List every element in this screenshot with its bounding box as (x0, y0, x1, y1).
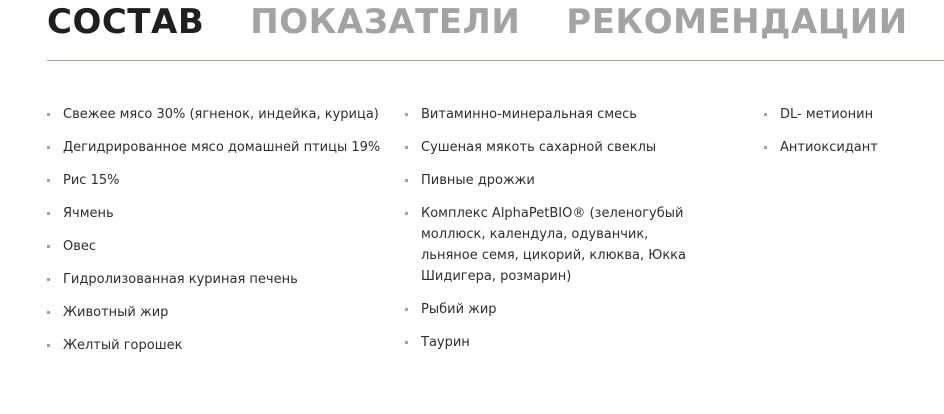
bullet-icon (47, 245, 50, 248)
ingredient-label: DL- метионин (780, 107, 874, 122)
ingredient-item (764, 137, 934, 158)
ingredient-item (47, 302, 387, 323)
bullet-icon (47, 212, 50, 215)
bullet-icon (405, 212, 408, 215)
ingredient-label: Овес (63, 239, 97, 254)
tab-recommendations[interactable]: РЕКОМЕНДАЦИИ (566, 2, 908, 42)
tab-divider (47, 60, 944, 61)
bullet-icon (764, 113, 767, 116)
bullet-icon (405, 113, 408, 116)
bullet-icon (47, 344, 50, 347)
bullet-icon (47, 278, 50, 281)
ingredient-item (47, 236, 387, 257)
ingredient-label: Рыбий жир (421, 302, 497, 317)
ingredient-item (405, 299, 705, 320)
bullet-icon (47, 146, 50, 149)
ingredient-label: Сушеная мякоть сахарной свеклы (421, 140, 657, 155)
bullet-icon (405, 146, 408, 149)
ingredient-label: Витаминно-минеральная смесь (421, 107, 637, 122)
ingredient-item (47, 137, 387, 158)
bullet-icon (47, 311, 50, 314)
ingredient-item (405, 104, 705, 125)
bullet-icon (47, 113, 50, 116)
ingredient-item (47, 335, 387, 356)
composition-column-2 (405, 104, 705, 365)
bullet-icon (405, 341, 408, 344)
ingredient-item (405, 332, 705, 353)
ingredient-label: Комплекс AlphaPetBIO® (зеленогубый моллюск, календула, одуванчик, льняное семя, цикорий, клюква, Юкка Шидигера, розмарин) (421, 206, 686, 284)
ingredient-label: Животный жир (63, 305, 169, 320)
composition-column-3 (764, 104, 934, 170)
ingredient-item (47, 203, 387, 224)
ingredient-label: Таурин (421, 335, 470, 350)
ingredient-label: Пивные дрожжи (421, 173, 535, 188)
bullet-icon (405, 179, 408, 182)
bullet-icon (764, 146, 767, 149)
ingredient-label: Желтый горошек (63, 338, 183, 353)
ingredient-item (47, 269, 387, 290)
bullet-icon (47, 179, 50, 182)
ingredient-item (405, 203, 705, 287)
ingredient-item (47, 104, 387, 125)
bullet-icon (405, 308, 408, 311)
ingredient-item (764, 104, 934, 125)
ingredient-item (405, 137, 705, 158)
tab-bar (47, 0, 908, 44)
ingredient-label: Свежее мясо 30% (ягненок, индейка, курица) (63, 107, 379, 122)
ingredient-item (405, 170, 705, 191)
ingredient-label: Гидролизованная куриная печень (63, 272, 298, 287)
ingredient-item (47, 170, 387, 191)
tab-indicators[interactable]: ПОКАЗАТЕЛИ (250, 2, 521, 42)
tab-composition[interactable]: СОСТАВ (47, 2, 205, 42)
ingredient-label: Рис 15% (63, 173, 120, 188)
ingredient-label: Ячмень (63, 206, 114, 221)
ingredient-label: Антиоксидант (780, 140, 878, 155)
ingredient-label: Дегидрированное мясо домашней птицы 19% (63, 140, 381, 155)
composition-column-1 (47, 104, 387, 368)
